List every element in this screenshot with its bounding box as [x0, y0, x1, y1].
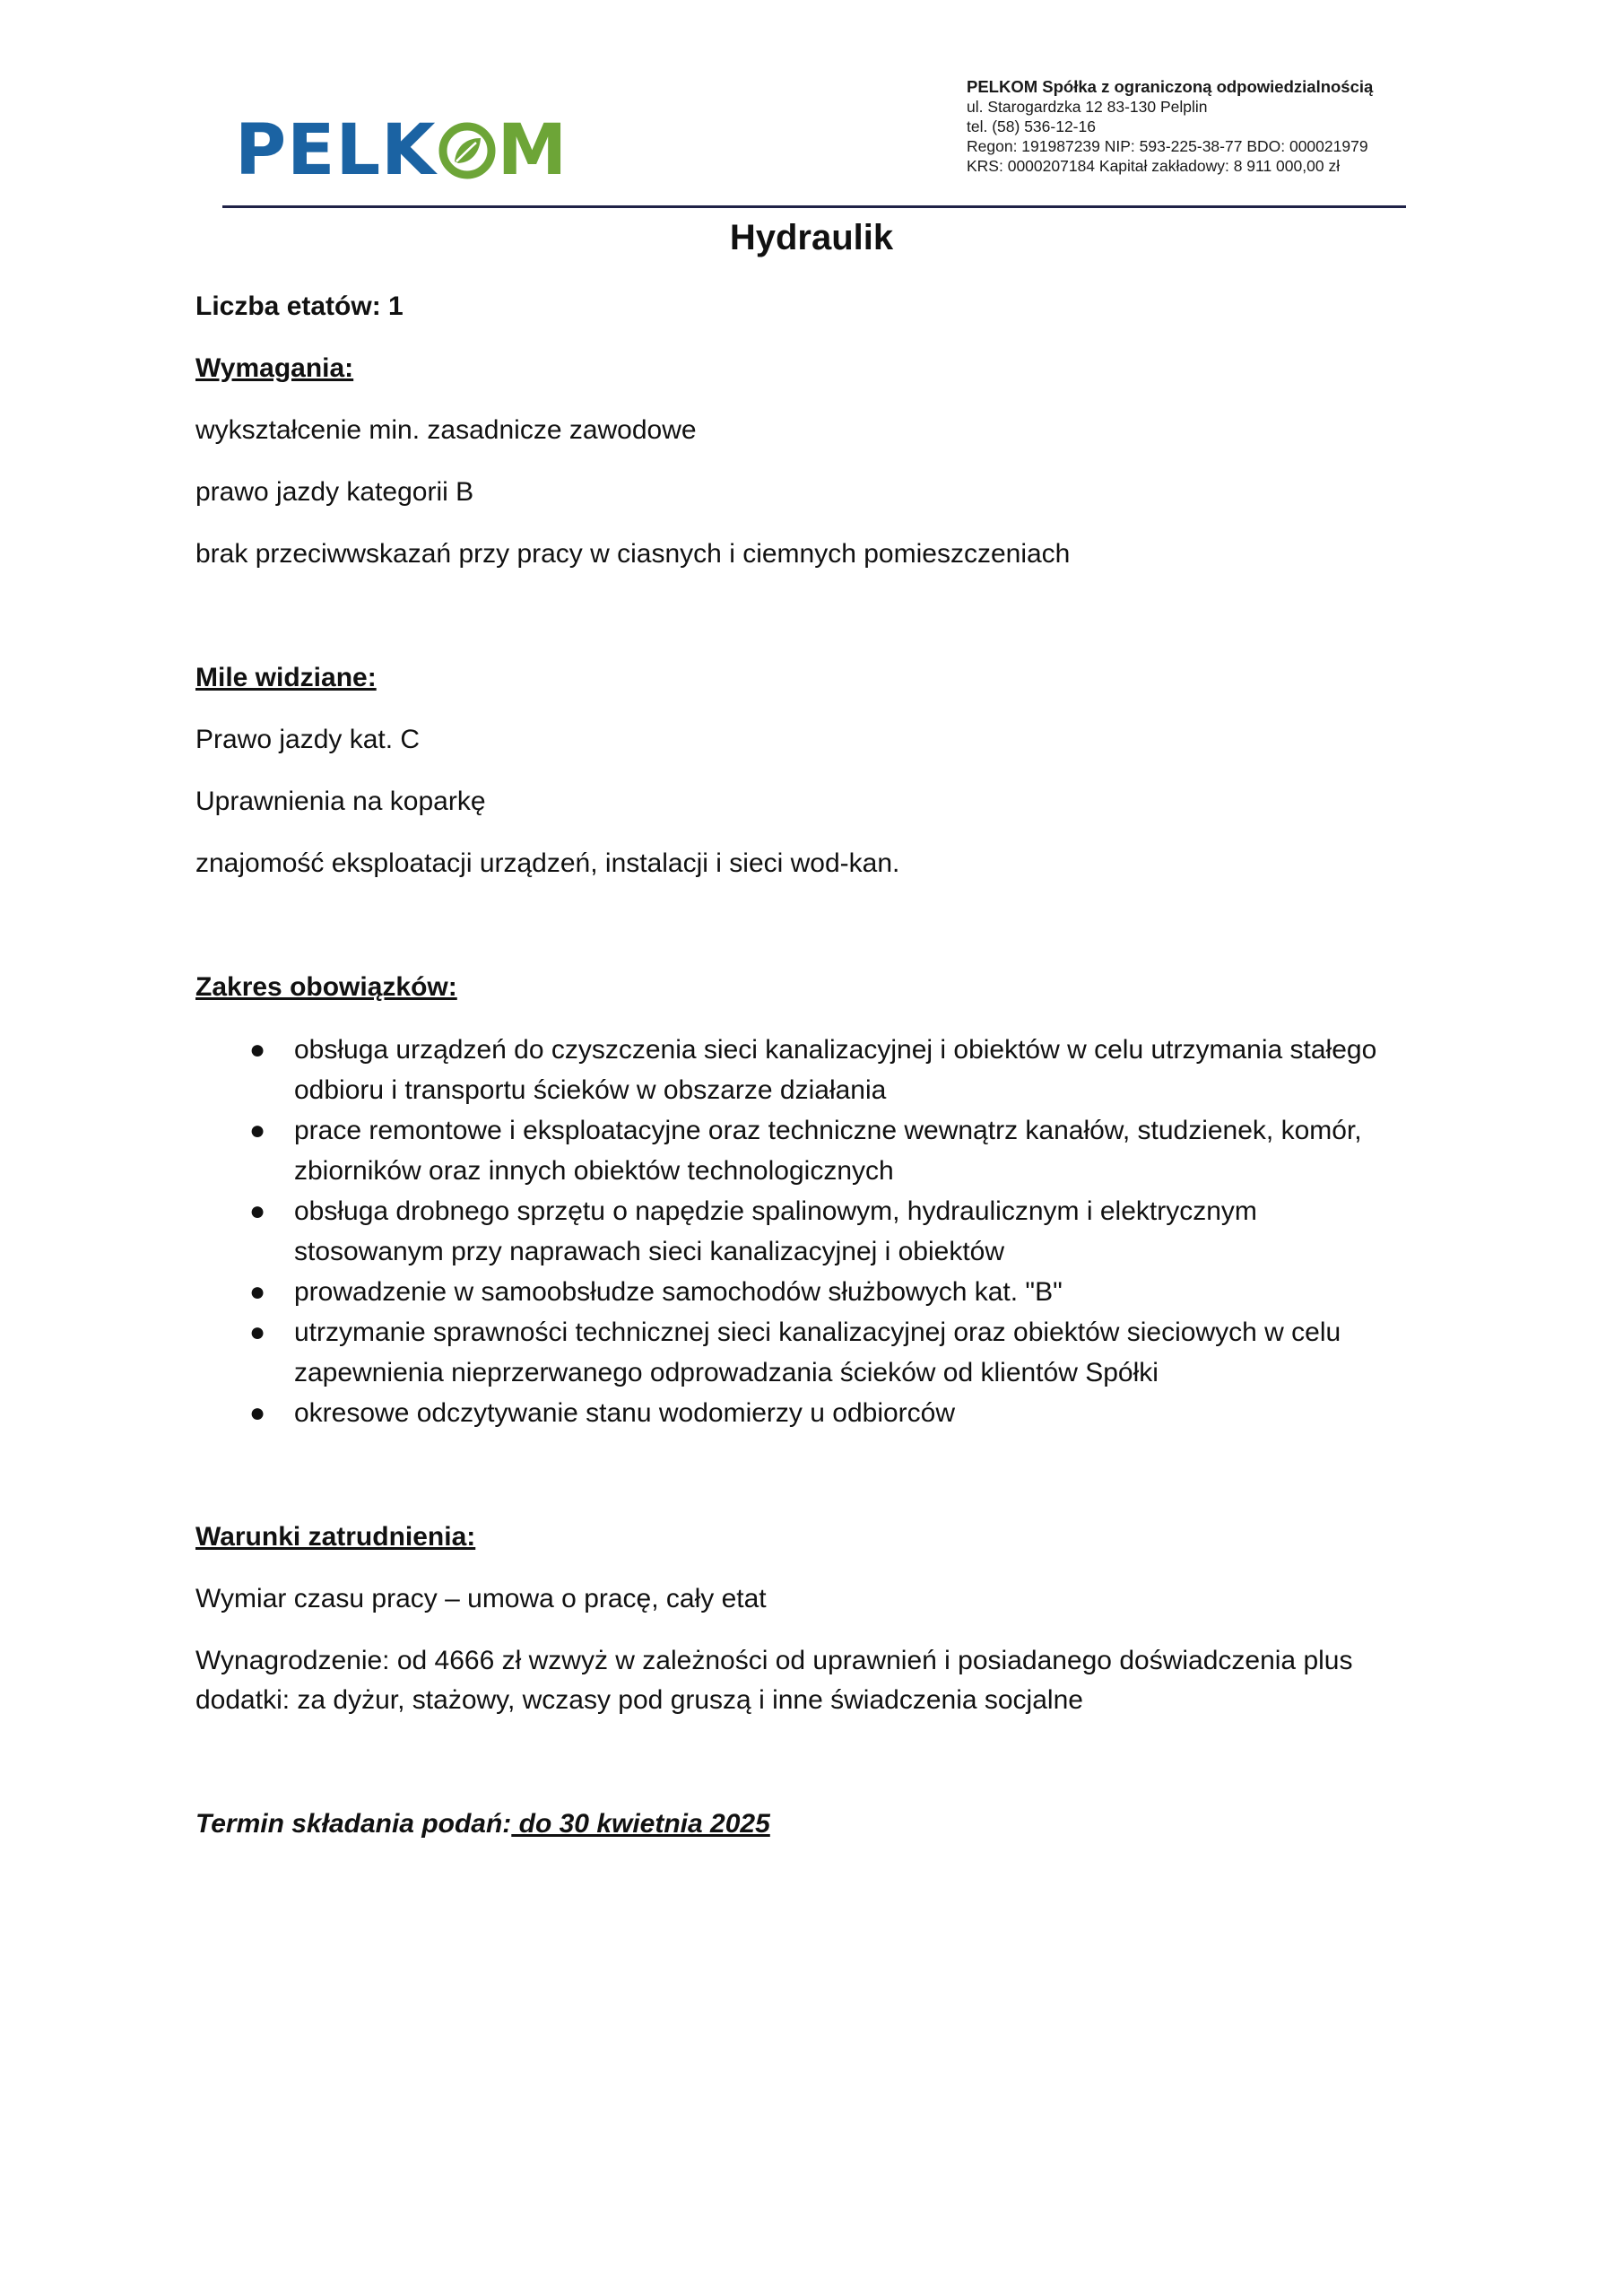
duty-item: ● okresowe odczytywanie stanu wodomierzy u odbiorców: [195, 1393, 1433, 1433]
conditions-heading: Warunki zatrudnienia:: [195, 1522, 476, 1552]
company-registry: Regon: 191987239 NIP: 593-225-38-77 BDO: 000021979: [967, 137, 1368, 155]
bullet-icon: ●: [249, 1196, 266, 1226]
company-name: PELKOM Spółka z ograniczoną odpowiedzialnością: [967, 77, 1374, 96]
duty-item: ● prowadzenie w samoobsłudze samochodów służbowych kat. "B": [195, 1272, 1433, 1312]
requirement-item: prawo jazdy kategorii B: [195, 477, 474, 507]
logo-text-blue: PELK: [235, 110, 437, 191]
company-address: ul. Starogardzka 12 83-130 Pelplin: [967, 98, 1208, 116]
bullet-icon: ●: [249, 1398, 266, 1428]
salary: Wynagrodzenie: od 4666 zł wzwyż w zależności od uprawnień i posiadanego doświadczenia plus dodatki: za dyżur, stażowy, wczasy pod gruszą i inne świadczenia socjalne: [195, 1646, 1353, 1715]
duties-list: [195, 1030, 1433, 1433]
positions-count: Liczba etatów: 1: [195, 291, 404, 321]
page-title: Hydraulik: [729, 218, 894, 257]
requirement-item: brak przeciwwskazań przy pracy w ciasnych i ciemnych pomieszczeniach: [195, 539, 1071, 569]
preferred-heading: Mile widziane:: [195, 663, 377, 692]
requirements-heading: Wymagania:: [195, 353, 354, 383]
duty-item: ● prace remontowe i eksploatacyjne oraz techniczne wewnątrz kanałów, studzienek, komór, zbiorników oraz innych obiektów technologicznych: [195, 1110, 1433, 1191]
preferred-item: znajomość eksploatacji urządzeń, instalacji i sieci wod-kan.: [195, 848, 900, 878]
company-phone: tel. (58) 536-12-16: [967, 117, 1096, 135]
pelkom-logo: [235, 110, 568, 191]
bullet-icon: ●: [249, 1277, 266, 1307]
duty-item: ● obsługa urządzeń do czyszczenia sieci kanalizacyjnej i obiektów w celu utrzymania stałego odbioru i transportu ścieków w obszarze działania: [195, 1030, 1433, 1110]
leaf-logo-icon: [438, 122, 496, 179]
deadline-value: do 30 kwietnia 2025: [511, 1809, 770, 1839]
deadline: [195, 1805, 1433, 1844]
duties-heading: Zakres obowiązków:: [195, 972, 457, 1002]
company-krs: KRS: 0000207184 Kapitał zakładowy: 8 911 000,00 zł: [967, 157, 1341, 175]
work-time: Wymiar czasu pracy – umowa o pracę, cały etat: [195, 1584, 767, 1613]
bullet-icon: ●: [249, 1035, 266, 1065]
logo-text-green: M: [497, 110, 568, 191]
requirement-item: wykształcenie min. zasadnicze zawodowe: [195, 415, 697, 445]
deadline-label: Termin składania podań:: [195, 1809, 512, 1839]
company-info: [967, 77, 1373, 176]
bullet-icon: ●: [249, 1318, 266, 1347]
duty-item: ● utrzymanie sprawności technicznej sieci kanalizacyjnej oraz obiektów sieciowych w celu zapewnienia nieprzerwanego odprowadzania ścieków od klientów Spółki: [195, 1312, 1433, 1393]
job-offer-body: [195, 287, 1433, 1866]
duty-item: ● obsługa drobnego sprzętu o napędzie spalinowym, hydraulicznym i elektrycznym stosowanym przy naprawach sieci kanalizacyjnej i obiektów: [195, 1191, 1433, 1272]
preferred-item: Prawo jazdy kat. C: [195, 725, 421, 754]
preferred-item: Uprawnienia na koparkę: [195, 787, 486, 816]
bullet-icon: ●: [249, 1116, 266, 1145]
header-divider: [222, 205, 1406, 208]
